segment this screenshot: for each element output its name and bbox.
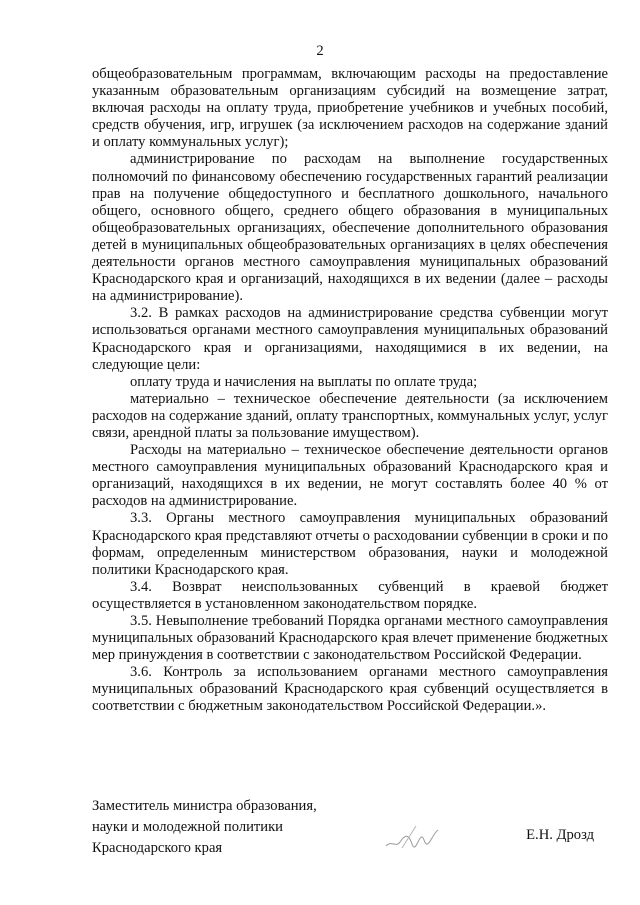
page-number: 2 xyxy=(316,43,324,59)
document-body xyxy=(92,66,608,716)
paragraph: 3.4. Возврат неиспользованных субвенций в краевой бюджет осуществляется в установленном законодательством порядке. xyxy=(92,578,608,612)
paragraph: Расходы на материально – техническое обеспечение деятельности органов местного самоуправления муниципальных образований Краснодарского края и организаций, находящихся в их ведении, не могут составлять более 40 % от расходов на администрирование. xyxy=(92,442,608,510)
signature-block xyxy=(92,796,608,859)
signatory-position: Заместитель министра образования, xyxy=(92,798,317,814)
paragraph: 3.2. В рамках расходов на администрирование средства субвенции могут использоваться органами местного самоуправления муниципальных образований Краснодарского края и организациями, находящимися в их ведении, на следующие цели: xyxy=(92,305,608,373)
signatory-position: науки и молодежной политики xyxy=(92,819,283,835)
signatory-position: Краснодарского края xyxy=(92,840,223,856)
handwritten-signature xyxy=(382,822,442,852)
paragraph: материально – техническое обеспечение деятельности (за исключением расходов на содержание зданий, оплату транспортных, коммунальных услуг, услуг связи, арендной платы за пользование имуществом). xyxy=(92,390,608,441)
paragraph: 3.3. Органы местного самоуправления муниципальных образований Краснодарского края представляют отчеты о расходовании субвенции в сроки и по формам, определенным министерством образования, науки и молодежной политики Краснодарского края. xyxy=(92,510,608,578)
paragraph: администрирование по расходам на выполнение государственных полномочий по финансовому обеспечению государственных гарантий реализации прав на получение общедоступного и бесплатного дошкольного, начального общего, основного общего, среднего общего образования в муниципальных общеобразовательных организациях, обеспечение дополнительного образования детей в муниципальных общеобразовательных организациях в целях обеспечения деятельности органов местного самоуправления муниципальных образований Краснодарского края и организаций, находящихся в их ведении (далее – расходы на администрирование). xyxy=(92,151,608,305)
paragraph: общеобразовательным программам, включающим расходы на предоставление указанным образовательным организациям субсидий на возмещение затрат, включая расходы на оплату труда, приобретение учебников и учебных пособий, средств обучения, игр, игрушек (за исключением расходов на содержание зданий и оплату коммунальных услуг); xyxy=(92,66,608,151)
paragraph: оплату труда и начисления на выплаты по оплате труда; xyxy=(130,373,478,390)
signatory-name: Е.Н. Дрозд xyxy=(526,827,594,843)
paragraph: 3.6. Контроль за использованием органами местного самоуправления муниципальных образований Краснодарского края субвенций осуществляется в соответствии с бюджетным законодательством Российской Федерации.». xyxy=(92,664,608,715)
paragraph: 3.5. Невыполнение требований Порядка органами местного самоуправления муниципальных образований Краснодарского края влечет применение бюджетных мер принуждения в соответствии с законодательством Российской Федерации. xyxy=(92,613,608,664)
